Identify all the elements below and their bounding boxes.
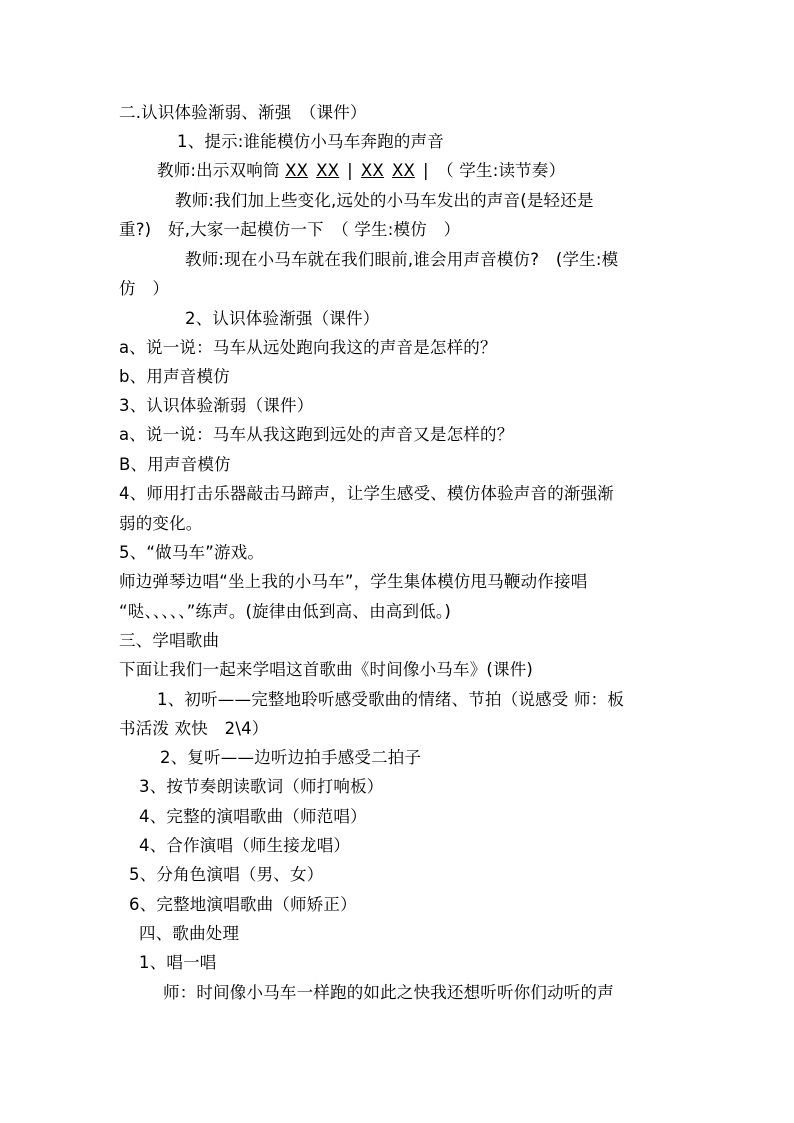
- rhythm-note: XX: [316, 161, 340, 180]
- text-line: 2、认识体验渐强（课件）: [185, 309, 380, 328]
- text-line: 1、唱一唱: [139, 953, 217, 972]
- text-line: 下面让我们一起来学唱这首歌曲《时间像小马车》(课件): [119, 660, 534, 679]
- section-heading-3: 三、学唱歌曲: [119, 631, 220, 650]
- text-line: 教师:我们加上些变化,远处的小马车发出的声音(是轻还是: [175, 191, 594, 210]
- text-line: B、用声音模仿: [119, 455, 231, 474]
- rhythm-note: XX: [391, 161, 415, 180]
- section-heading-4: 四、歌曲处理: [139, 924, 240, 943]
- text-line: 4、合作演唱（师生接龙唱）: [139, 836, 351, 855]
- text-line: 弱的变化。: [119, 514, 203, 533]
- text-line: a、说一说：马车从我这跑到远处的声音又是怎样的？: [119, 425, 514, 444]
- text-segment: 教师:出示双响筒: [157, 161, 280, 180]
- text-line: 5、“做马车”游戏。: [119, 543, 265, 562]
- text-line: 3、按节奏朗读歌词（师打响板）: [139, 777, 384, 796]
- text-line: 4、完整的演唱歌曲（师范唱）: [139, 807, 367, 826]
- rhythm-note: XX: [360, 161, 384, 180]
- text-line: 1、提示:谁能模仿小马车奔跑的声音: [177, 132, 444, 151]
- section-heading-2: 二.认识体验渐弱、渐强 （课件）: [119, 103, 367, 122]
- text-line: 仿 ）: [119, 279, 170, 298]
- text-segment: | （ 学生:读节奏）: [422, 161, 566, 180]
- text-line-rhythm: [157, 161, 565, 181]
- text-line: a、说一说：马车从远处跑向我这的声音是怎样的？: [119, 338, 497, 357]
- rhythm-note: XX: [285, 161, 309, 180]
- text-line: 师边弹琴边唱“坐上我的小马车”，学生集体模仿甩马鞭动作接唱: [119, 572, 588, 591]
- text-line: 重?) 好,大家一起模仿一下 （ 学生:模仿 ）: [119, 220, 461, 239]
- text-line: 4、师用打击乐器敲击马蹄声，让学生感受、模仿体验声音的渐强渐: [119, 484, 614, 503]
- text-line: 6、完整地演唱歌曲（师矫正）: [129, 895, 357, 914]
- text-line: “哒、、、、、”练声。(旋律由低到高、由高到低。): [119, 602, 451, 621]
- text-line: 2、复听——边听边拍手感受二拍子: [160, 748, 422, 767]
- text-line: 师：时间像小马车一样跑的如此之快我还想听听你们动听的声: [163, 983, 614, 1002]
- text-line: 书活泼 欢快 2\4）: [119, 719, 269, 738]
- text-line: 教师:现在小马车就在我们眼前,谁会用声音模仿? (学生:模: [185, 250, 619, 269]
- text-line: 3、认识体验渐弱（课件）: [119, 396, 314, 415]
- text-line: 5、分角色演唱（男、女）: [129, 865, 324, 884]
- bar-line: |: [347, 161, 353, 180]
- text-line: 1、初听——完整地聆听感受歌曲的情绪、节拍（说感受 师：板: [157, 690, 625, 709]
- text-line: b、用声音模仿: [119, 367, 230, 386]
